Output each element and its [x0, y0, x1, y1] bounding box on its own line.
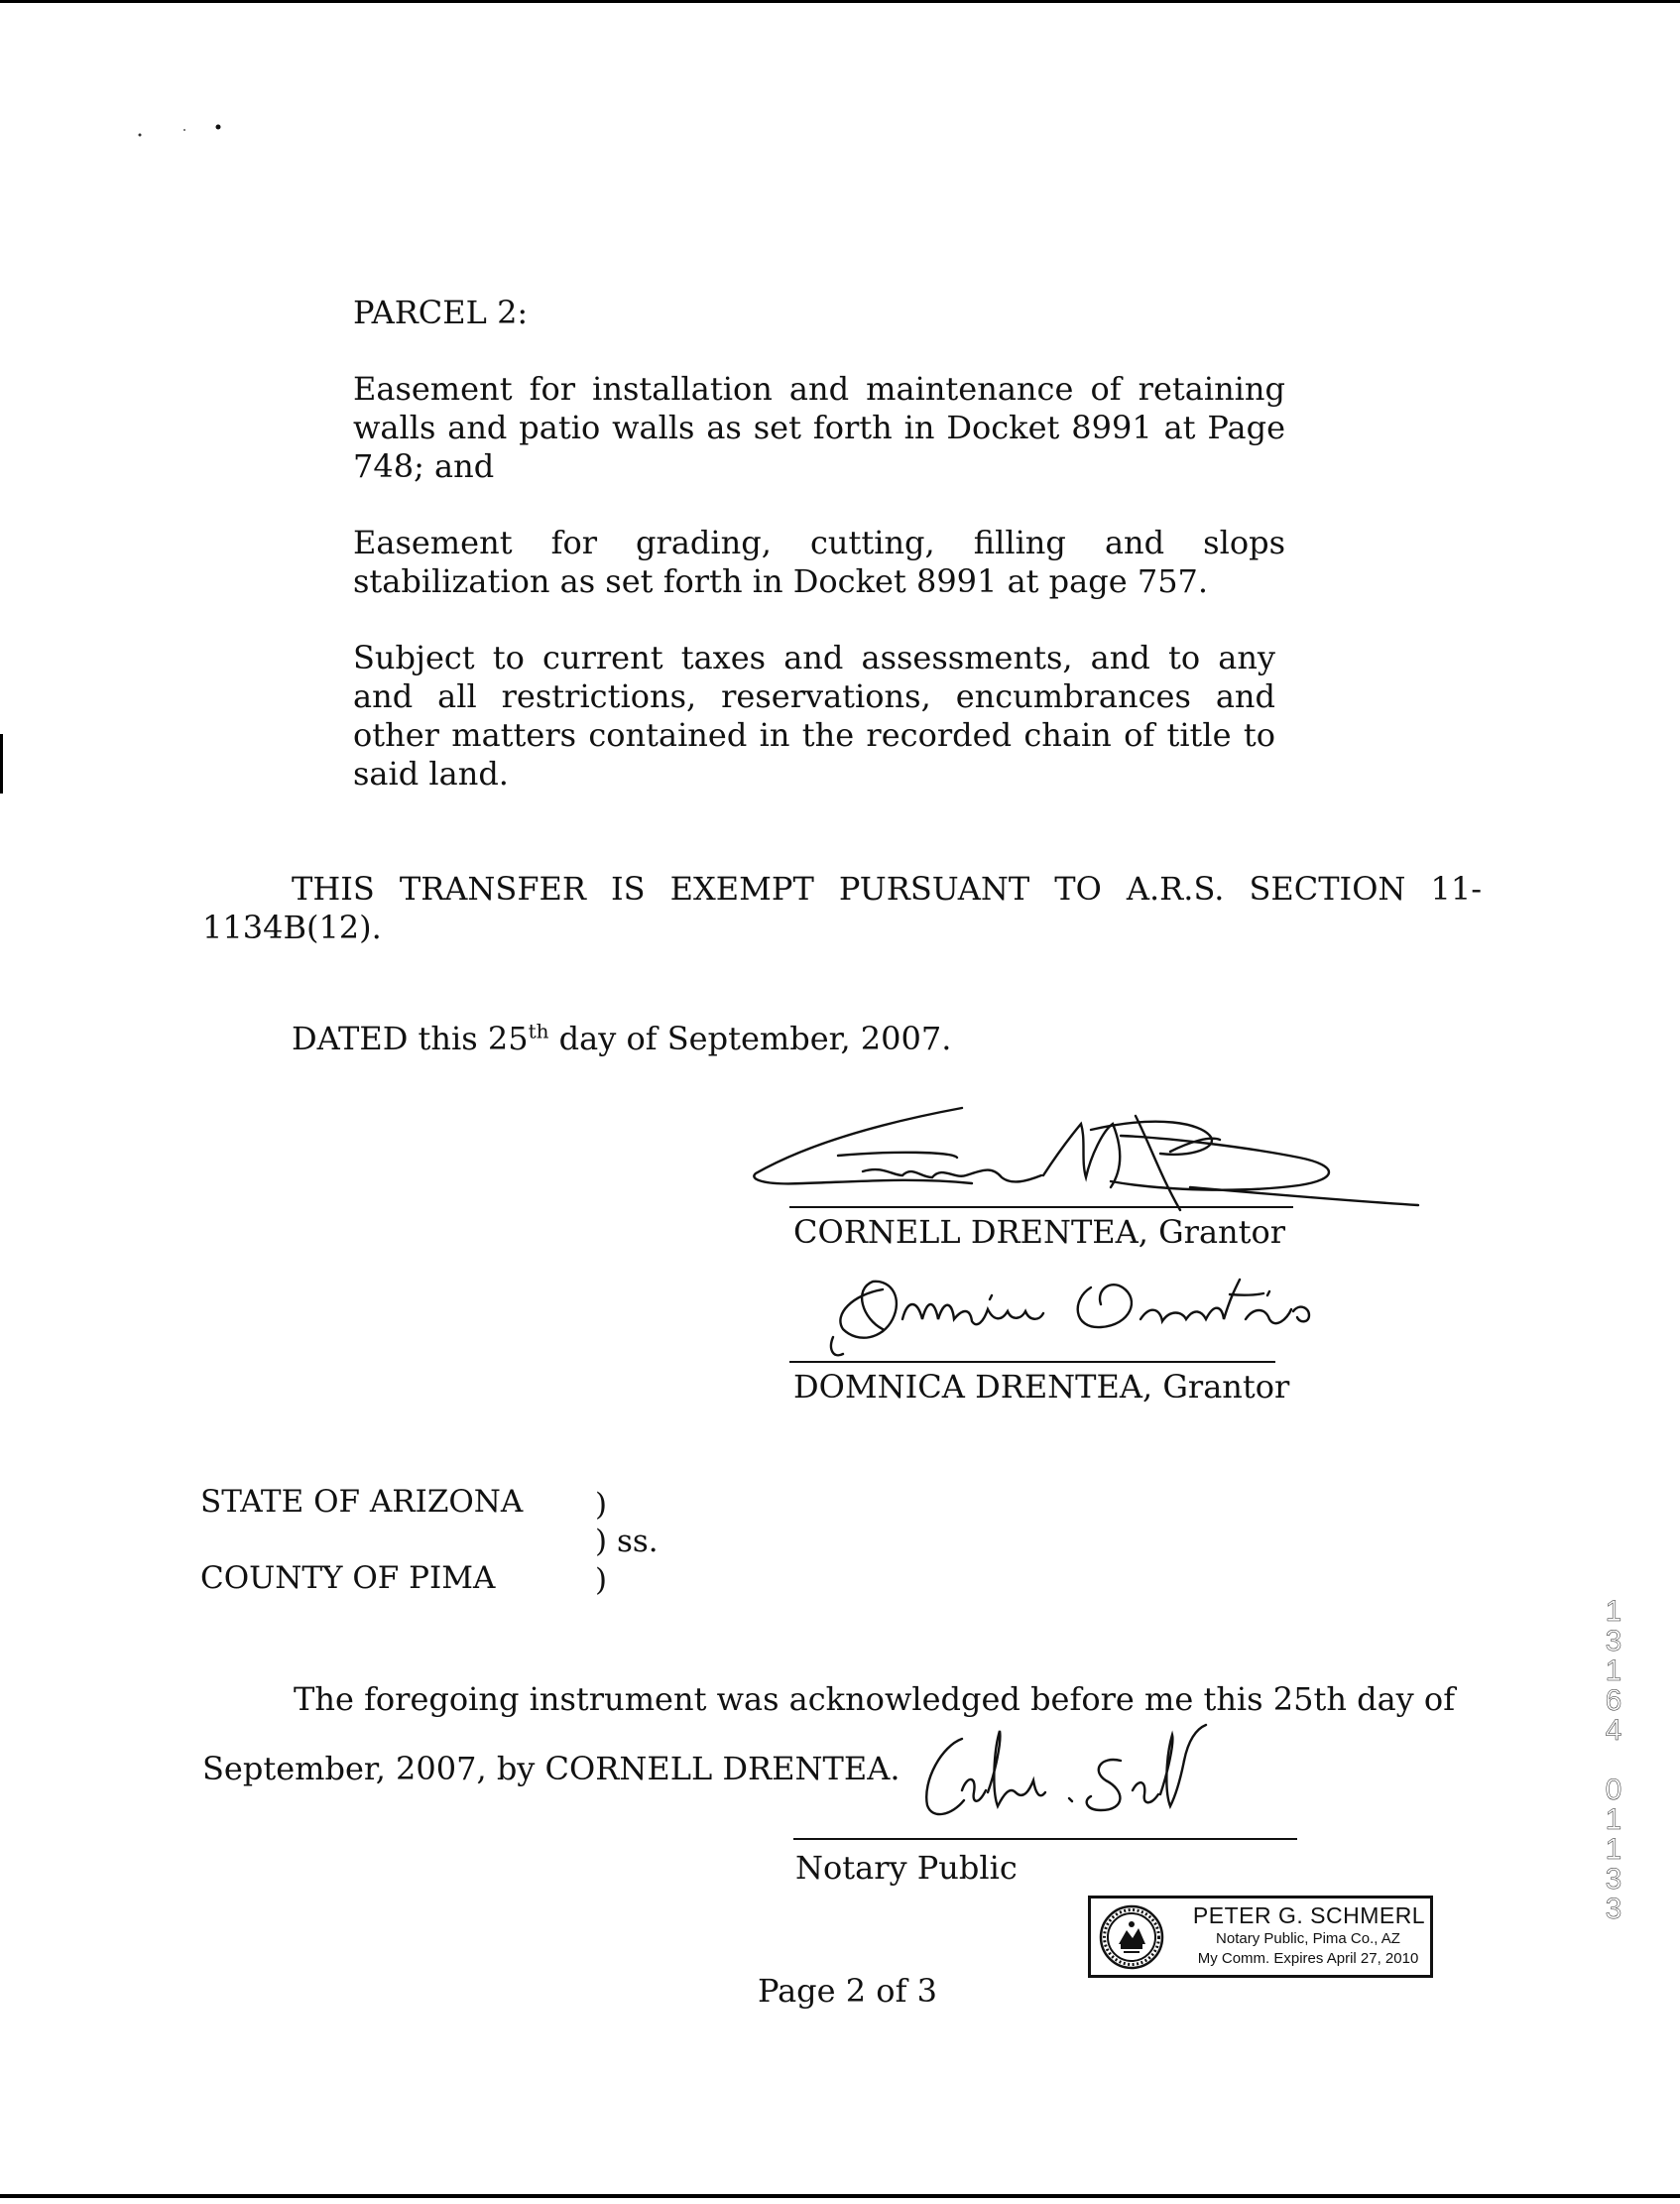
notary-signature-line: [793, 1838, 1297, 1840]
top-border: [0, 0, 1680, 3]
recording-digit: 4: [1605, 1714, 1622, 1747]
recording-digit: 6: [1605, 1684, 1622, 1717]
recording-number: [1599, 1597, 1628, 1924]
grantor2-signature-line: [789, 1361, 1275, 1363]
venue-county: COUNTY OF PIMA: [200, 1560, 496, 1596]
venue-paren-ss: ) ss.: [595, 1524, 659, 1559]
venue-paren-3: ): [595, 1562, 608, 1598]
stamp-notary-name: PETER G. SCHMERL: [1192, 1902, 1426, 1928]
dated-line: [292, 1020, 951, 1058]
grantor1-signature-line: [789, 1206, 1293, 1208]
dated-rest: day of September, 2007.: [548, 1020, 952, 1057]
recording-digit: [1599, 1746, 1628, 1775]
parcel-heading: PARCEL 2:: [353, 294, 529, 331]
dated-suffix: th: [528, 1019, 549, 1043]
dated-prefix: DATED this 25: [292, 1020, 529, 1057]
acknowledgment-paragraph: The foregoing instrument was acknowledged before me this 25th day of September, 2007, by CORNELL DRENTEA.: [202, 1680, 1456, 1787]
page-number: Page 2 of 3: [758, 1972, 937, 2010]
grantor1-name: CORNELL DRENTEA, Grantor: [793, 1213, 1286, 1251]
grantor2-name: DOMNICA DRENTEA, Grantor: [793, 1368, 1290, 1406]
recording-digit: 1: [1605, 1833, 1622, 1866]
venue-paren-1: ): [595, 1487, 608, 1523]
arizona-seal-icon: [1099, 1904, 1164, 1970]
stamp-jurisdiction: Notary Public, Pima Co., AZ: [1216, 1930, 1400, 1947]
scan-specks: [135, 121, 234, 141]
notary-public-label: Notary Public: [795, 1849, 1018, 1887]
notary-stamp: [1088, 1896, 1433, 1978]
transfer-exemption-statement: THIS TRANSFER IS EXEMPT PURSUANT TO A.R.S. SECTION 11-1134B(12).: [202, 870, 1482, 946]
venue-state: STATE OF ARIZONA: [200, 1484, 524, 1520]
recording-digit: 3: [1605, 1893, 1622, 1925]
left-edge-mark: [0, 734, 3, 794]
recording-digit: 1: [1605, 1654, 1622, 1687]
easement-paragraph-1: Easement for installation and maintenance of retaining walls and patio walls as set forth in Docket 8991 at Page 748; and: [353, 370, 1285, 485]
recording-digit: 1: [1605, 1595, 1622, 1628]
cornell-drentea-signature: [744, 1096, 1428, 1220]
recording-digit: 1: [1605, 1803, 1622, 1836]
recording-digit: 0: [1605, 1774, 1622, 1806]
recording-digit: 3: [1605, 1625, 1622, 1657]
subject-to-paragraph: Subject to current taxes and assessments, and to any and all restrictions, reservations, encumbrances and other matters contained in the recorded chain of title to said land.: [353, 639, 1275, 793]
domnica-drentea-signature: [813, 1260, 1369, 1369]
bottom-border: [0, 2194, 1680, 2198]
easement-paragraph-2: Easement for grading, cutting, filling and slops stabilization as set forth in Docket 8991 at page 757.: [353, 524, 1285, 600]
recording-digit: 3: [1605, 1863, 1622, 1896]
stamp-commission-expiry: My Comm. Expires April 27, 2010: [1197, 1950, 1419, 1967]
notary-signature: [912, 1721, 1279, 1840]
